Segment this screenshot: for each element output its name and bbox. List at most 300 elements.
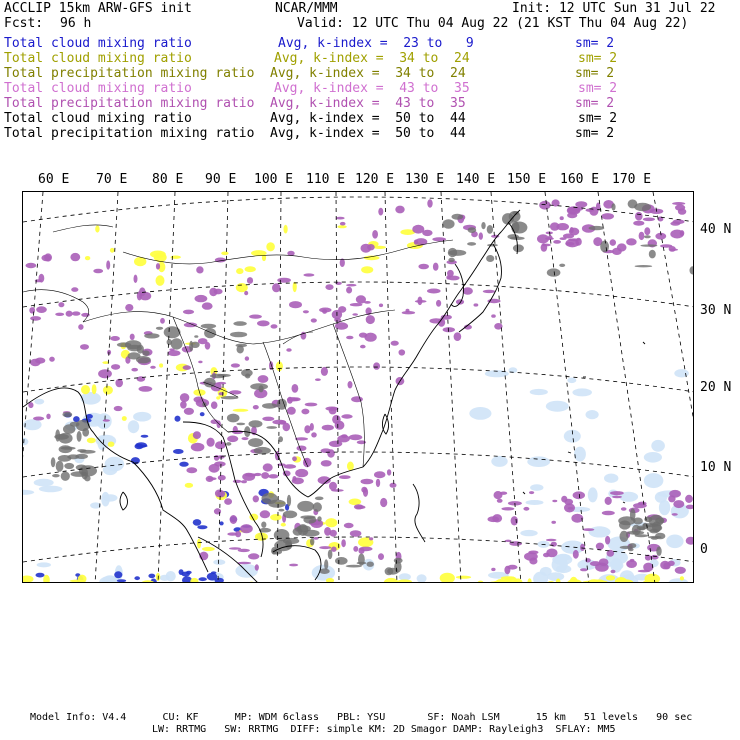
blue-cell (36, 573, 45, 578)
yellow-cell (185, 483, 193, 488)
purple-cell (195, 295, 208, 302)
longitude-label: 90 E (205, 172, 237, 187)
purple-cell (216, 382, 226, 385)
purple-cell (483, 290, 495, 293)
gray-cell (268, 500, 286, 508)
gray-cell (82, 428, 89, 437)
purple-cell (497, 499, 503, 503)
yellow-cell (87, 438, 96, 444)
purple-cell (325, 407, 338, 411)
lightblue-cell (567, 378, 576, 384)
gray-cell (79, 465, 97, 476)
longitude-label: 100 E (254, 172, 294, 187)
purple-cell (672, 513, 678, 516)
field-name: Total cloud mixing ratio (4, 111, 192, 126)
lightblue-cell (668, 578, 688, 583)
lightblue-cell (586, 410, 599, 419)
purple-cell (319, 546, 331, 549)
gray-cell (481, 222, 485, 229)
purple-cell (292, 397, 300, 401)
purple-cell (180, 393, 189, 402)
gray-cell (346, 565, 362, 568)
yellow-cell (159, 363, 163, 367)
purple-cell (93, 269, 103, 274)
gray-cell (547, 268, 561, 276)
purple-cell (339, 475, 351, 479)
field-kindex: Avg, k-index = 43 to 35 (270, 96, 466, 111)
lightblue-cell (659, 500, 670, 515)
lightblue-cell (23, 490, 34, 495)
purple-cell (71, 287, 78, 292)
gray-cell (274, 529, 290, 541)
purple-cell (330, 530, 337, 537)
purple-cell (427, 199, 432, 207)
model-physics: LW: RRTMG SW: RRTMG DIFF: simple KM: 2D Smagor DAMP: Rayleigh3 SFLAY: MM5 (152, 724, 616, 735)
purple-cell (289, 564, 298, 567)
purple-cell (605, 497, 612, 505)
field-name: Total cloud mixing ratio (4, 81, 192, 96)
purple-cell (346, 284, 356, 287)
lightblue-cell (103, 494, 117, 501)
gray-cell (310, 538, 314, 545)
purple-cell (372, 230, 378, 239)
purple-cell (670, 230, 684, 239)
blue-cell (179, 569, 184, 575)
lightblue-cell (666, 535, 683, 549)
lightblue-cell (530, 484, 543, 491)
purple-cell (272, 283, 281, 292)
yellow-cell (202, 547, 215, 551)
gray-cell (167, 339, 172, 345)
purple-cell (675, 204, 685, 210)
purple-cell (560, 216, 564, 220)
yellow-cell (110, 248, 115, 253)
purple-cell (227, 436, 238, 443)
purple-cell (207, 438, 215, 447)
gray-cell (221, 396, 239, 399)
field-smoothing: sm= 2 (578, 81, 618, 96)
purple-cell (545, 237, 554, 240)
latitude-label: 0 (700, 542, 708, 557)
purple-cell (551, 521, 556, 524)
yellow-cell (95, 225, 99, 232)
longitude-label: 170 E (612, 172, 652, 187)
gray-cell (448, 248, 457, 257)
purple-cell (168, 350, 181, 356)
purple-cell (379, 304, 383, 308)
purple-cell (546, 549, 557, 558)
purple-cell (247, 277, 253, 284)
fcst-label: Fcst: (4, 16, 44, 31)
purple-cell (351, 396, 363, 402)
yellow-cell (440, 573, 455, 583)
purple-cell (643, 218, 655, 222)
blue-cell (219, 521, 223, 525)
purple-cell (331, 547, 337, 552)
gray-cell (298, 524, 309, 536)
purple-cell (253, 495, 259, 502)
purple-cell (524, 552, 538, 561)
purple-cell (139, 386, 153, 392)
purple-cell (184, 323, 197, 328)
purple-cell (350, 530, 362, 537)
yellow-cell (547, 581, 555, 583)
yellow-cell (384, 578, 399, 583)
lightblue-cell (556, 554, 571, 561)
gray-cell (156, 327, 163, 330)
gray-cell (452, 214, 464, 220)
gray-cell (248, 438, 263, 447)
field-smoothing: sm= 2 (575, 66, 615, 81)
purple-cell (325, 284, 333, 290)
lightblue-cell (213, 559, 225, 565)
gray-cell (690, 266, 695, 274)
purple-cell (58, 302, 64, 307)
field-smoothing: sm= 2 (575, 126, 615, 141)
yellow-cell (477, 581, 483, 583)
purple-cell (180, 401, 187, 409)
purple-cell (241, 480, 247, 483)
purple-cell (673, 500, 684, 508)
purple-cell (292, 384, 299, 393)
gray-cell (385, 567, 394, 575)
blue-cell (148, 574, 155, 579)
purple-cell (292, 456, 297, 461)
purple-cell (341, 539, 346, 547)
field-kindex: Avg, k-index = 50 to 44 (270, 126, 466, 141)
gray-cell (328, 550, 333, 560)
purple-cell (511, 516, 518, 525)
purple-cell (567, 212, 577, 218)
purple-cell (341, 414, 352, 418)
purple-cell (341, 434, 347, 438)
gray-cell (644, 235, 651, 238)
blue-cell (134, 576, 140, 580)
lightblue-cell (34, 479, 54, 487)
purple-cell (610, 239, 616, 246)
purple-cell (669, 249, 678, 251)
gray-cell (285, 539, 292, 549)
gray-cell (250, 383, 268, 390)
gray-cell (51, 457, 56, 467)
yellow-cell (216, 396, 220, 399)
purple-cell (286, 348, 291, 352)
longitude-label: 110 E (306, 172, 346, 187)
purple-cell (361, 487, 367, 493)
purple-cell (446, 275, 450, 279)
purple-cell (322, 425, 334, 431)
gray-cell (467, 242, 476, 246)
purple-cell (357, 440, 366, 444)
purple-cell (332, 415, 341, 424)
purple-cell (415, 238, 427, 245)
gray-cell (194, 335, 198, 338)
purple-cell (374, 471, 385, 478)
blue-cell (200, 412, 205, 416)
yellow-cell (233, 409, 249, 412)
purple-cell (103, 419, 110, 422)
field-kindex: Avg, k-index = 34 to 24 (274, 51, 470, 66)
field-smoothing: sm= 2 (575, 96, 615, 111)
lightblue-cell (588, 487, 598, 502)
gray-cell (236, 423, 245, 426)
purple-cell (571, 514, 583, 523)
purple-cell (580, 544, 585, 551)
purple-cell (289, 301, 302, 308)
purple-cell (373, 362, 380, 369)
gray-cell (358, 554, 365, 566)
field-kindex: Avg, k-index = 43 to 35 (274, 81, 470, 96)
purple-cell (272, 420, 286, 425)
yellow-cell (250, 582, 254, 583)
purple-cell (131, 368, 138, 372)
purple-cell (49, 357, 55, 362)
purple-cell (301, 409, 309, 415)
gray-cell (297, 501, 314, 512)
purple-cell (134, 275, 138, 283)
gray-cell (237, 345, 244, 353)
field-name: Total cloud mixing ratio (4, 51, 192, 66)
lightblue-cell (37, 562, 51, 567)
purple-cell (651, 555, 659, 560)
purple-cell (30, 316, 41, 321)
yellow-cell (270, 514, 282, 521)
longitude-label: 150 E (507, 172, 547, 187)
yellow-cell (347, 462, 354, 471)
purple-cell (322, 309, 327, 314)
purple-cell (348, 381, 353, 388)
purple-cell (399, 349, 406, 355)
field-smoothing: sm= 2 (575, 36, 615, 51)
purple-cell (248, 553, 259, 559)
gray-cell (324, 559, 328, 569)
lightblue-cell (526, 500, 544, 505)
graticule (23, 192, 694, 583)
purple-cell (390, 483, 397, 488)
gray-cell (635, 265, 653, 267)
purple-cell (211, 401, 218, 409)
gray-cell (262, 403, 277, 409)
yellow-cell (236, 268, 243, 274)
yellow-cell (236, 283, 248, 292)
purple-cell (601, 213, 614, 219)
purple-cell (668, 495, 675, 502)
purple-cell (546, 539, 557, 542)
yellow-cell (221, 252, 228, 256)
purple-cell (78, 324, 83, 330)
purple-cell (244, 291, 248, 295)
gray-cell (640, 244, 657, 246)
yellow-cell (266, 242, 275, 251)
purple-cell (567, 207, 580, 214)
purple-cell (224, 498, 232, 505)
yellow-cell (326, 578, 334, 583)
purple-cell (456, 299, 464, 304)
longitude-label: 120 E (355, 172, 395, 187)
gray-cell (77, 431, 82, 442)
purple-cell (596, 543, 604, 550)
field-smoothing: sm= 2 (578, 111, 618, 126)
purple-cell (359, 547, 372, 552)
longitude-label: 160 E (560, 172, 600, 187)
purple-cell (633, 221, 644, 226)
gray-cell (646, 524, 662, 532)
purple-cell (599, 558, 609, 566)
yellow-cell (325, 518, 337, 527)
gray-cell (448, 258, 454, 262)
purple-cell (297, 446, 307, 451)
model-info: Model Info: V4.4 CU: KF MP: WDM 6class PBL: YSU SF: Noah LSM 15 km 51 levels 90 sec (30, 712, 693, 723)
coastlines (23, 210, 645, 583)
purple-cell (344, 523, 354, 528)
purple-cell (602, 511, 615, 516)
gray-cell (367, 562, 374, 567)
purple-cell (573, 550, 579, 559)
purple-cell (354, 504, 364, 509)
gray-cell (442, 219, 454, 228)
purple-cell (415, 300, 427, 303)
gray-cell (468, 227, 477, 233)
lightblue-cell (589, 526, 611, 537)
yellow-cell (606, 575, 615, 580)
purple-cell (215, 441, 226, 449)
latitude-label: 20 N (700, 380, 732, 395)
gray-cell (394, 558, 403, 564)
gray-cell (75, 454, 88, 459)
purple-cell (494, 491, 503, 499)
purple-cell (186, 467, 197, 473)
purple-cell (541, 243, 548, 251)
purple-cell (258, 375, 269, 383)
gray-cell (249, 420, 263, 427)
purple-cell (295, 469, 308, 477)
purple-cell (570, 227, 574, 233)
purple-cell (391, 341, 399, 346)
gray-cell (61, 472, 70, 481)
model-title: ACCLIP 15km ARW-GFS init (4, 1, 192, 16)
yellow-cell (122, 416, 127, 421)
purple-cell (672, 202, 685, 205)
purple-cell (369, 537, 373, 540)
blue-cell (173, 449, 184, 454)
gray-cell (632, 525, 641, 535)
purple-cell (255, 564, 259, 570)
gray-cell (204, 328, 216, 338)
purple-cell (580, 568, 588, 571)
center-title: NCAR/MMM (275, 1, 338, 16)
gray-cell (80, 450, 96, 454)
lightblue-cell (491, 456, 507, 467)
purple-cell (233, 426, 238, 434)
purple-cell (55, 313, 64, 316)
purple-cell (261, 472, 269, 479)
gray-cell (164, 326, 181, 338)
yellow-cell (680, 576, 684, 580)
purple-cell (504, 566, 510, 574)
lightblue-cell (556, 565, 571, 573)
yellow-cell (81, 385, 90, 394)
gray-cell (655, 517, 664, 523)
purple-cell (30, 359, 41, 367)
gray-cell (62, 412, 72, 417)
lightblue-cell (160, 575, 170, 581)
purple-cell (479, 232, 483, 239)
gray-cell (283, 511, 297, 519)
yellow-cell (281, 523, 286, 527)
gray-cell (611, 203, 615, 210)
purple-cell (242, 437, 249, 440)
purple-cell (196, 266, 203, 273)
lightblue-cell (133, 412, 151, 422)
blue-cell (199, 577, 207, 581)
purple-cell (552, 500, 557, 502)
purple-cell (198, 338, 208, 344)
purple-cell (184, 408, 194, 415)
purple-cell (626, 560, 637, 568)
gray-cell (266, 426, 277, 429)
gray-cell (648, 536, 662, 539)
purple-cell (660, 561, 670, 570)
purple-cell (583, 528, 595, 531)
purple-cell (72, 311, 81, 315)
purple-cell (418, 264, 429, 270)
gray-cell (486, 255, 494, 262)
purple-cloud-layer (26, 199, 695, 574)
purple-cell (349, 434, 363, 440)
gray-cell (630, 508, 636, 520)
purple-cell (575, 238, 581, 246)
longitude-label: 70 E (96, 172, 128, 187)
fcst-value: 96 h (60, 16, 92, 31)
purple-cell (106, 260, 110, 269)
yellow-cell (108, 442, 115, 447)
longitude-label: 130 E (405, 172, 445, 187)
purple-cell (643, 563, 653, 572)
gray-cell (634, 203, 651, 211)
gray-cell (261, 522, 266, 528)
gray-cell (56, 461, 64, 472)
gray-cell (513, 244, 524, 252)
purple-cell (230, 515, 238, 524)
purple-cell (111, 364, 120, 370)
purple-cell (311, 318, 317, 322)
yellow-cell (527, 578, 531, 583)
field-kindex: Avg, k-index = 34 to 24 (270, 66, 466, 81)
latitude-label: 30 N (700, 303, 732, 318)
purple-cell (553, 240, 561, 244)
purple-cell (66, 311, 73, 317)
purple-cell (356, 295, 366, 303)
purple-cell (242, 473, 255, 481)
purple-cell (346, 336, 353, 340)
longitude-label: 140 E (456, 172, 496, 187)
gray-cell (313, 502, 322, 512)
purple-cell (644, 227, 650, 235)
purple-cell (551, 542, 557, 547)
purple-cell (612, 248, 622, 255)
purple-cell (361, 479, 374, 485)
purple-cell (433, 263, 439, 271)
purple-cell (235, 531, 241, 537)
purple-cell (380, 498, 387, 507)
purple-cell (673, 219, 685, 224)
gray-cell (171, 338, 183, 349)
field-smoothing: sm= 2 (578, 51, 618, 66)
purple-cell (70, 253, 80, 261)
yellow-cell (23, 576, 34, 583)
yellow-cell (156, 275, 165, 286)
purple-cell (550, 222, 560, 230)
